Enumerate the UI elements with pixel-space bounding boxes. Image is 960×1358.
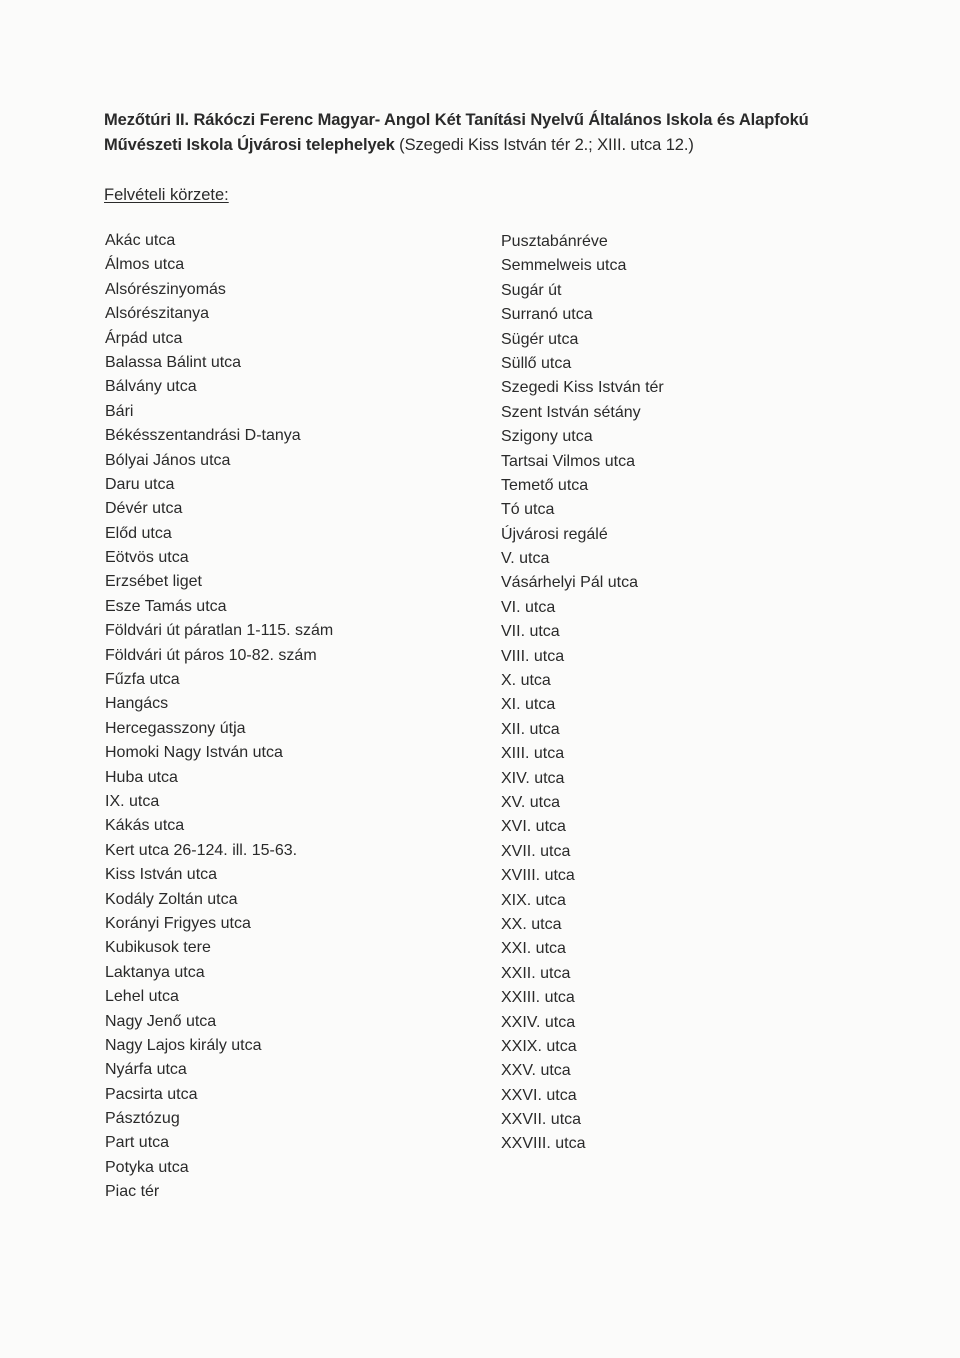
street-item: XXVIII. utca <box>501 1135 586 1153</box>
street-item: XII. utca <box>501 720 560 738</box>
street-item: XXII. utca <box>501 964 571 982</box>
street-item: XXIX. utca <box>501 1037 577 1055</box>
street-item: XIV. utca <box>501 769 565 787</box>
street-item: Süllő utca <box>501 354 572 372</box>
street-item: Bári <box>105 402 134 420</box>
street-item: Laktanya utca <box>105 963 205 981</box>
street-item: VII. utca <box>501 623 560 641</box>
street-item: Erzsébet liget <box>105 573 202 591</box>
document-header <box>104 108 864 157</box>
school-address: (Szegedi Kiss István tér 2.; XIII. utca 12.) <box>394 135 694 154</box>
street-item: Kiss István utca <box>105 866 218 884</box>
street-item: Akác utca <box>105 232 176 249</box>
street-item: XXVI. utca <box>501 1086 577 1104</box>
street-item: XI. utca <box>501 696 556 714</box>
street-item: XVI. utca <box>501 818 566 836</box>
street-item: Piac tér <box>105 1183 160 1201</box>
street-item: Tartsai Vilmos utca <box>501 452 635 470</box>
street-item: XIX. utca <box>501 891 566 909</box>
street-item: XIII. utca <box>501 745 565 763</box>
street-item: Szegedi Kiss István tér <box>501 379 664 397</box>
street-item: XXV. utca <box>501 1062 571 1080</box>
street-item: Kubikusok tere <box>105 939 211 957</box>
street-item: Szent István sétány <box>501 403 641 421</box>
street-item: XXVII. utca <box>501 1111 582 1129</box>
street-item: Potyka utca <box>105 1158 189 1176</box>
street-item: Pacsirta utca <box>105 1085 198 1103</box>
street-item: Hercegasszony útja <box>105 719 246 737</box>
street-item: Eötvös utca <box>105 549 189 567</box>
street-item: Surranó utca <box>501 306 593 324</box>
street-item: X. utca <box>501 672 551 690</box>
street-item: Esze Tamás utca <box>105 597 227 615</box>
street-item: Alsórészitanya <box>105 305 210 323</box>
street-item: Bólyai János utca <box>105 451 231 469</box>
street-item: XXIII. utca <box>501 989 575 1007</box>
street-item: Nagy Jenő utca <box>105 1012 217 1030</box>
street-item: Pásztózug <box>105 1110 180 1128</box>
street-item: Előd utca <box>105 524 172 542</box>
street-item: XX. utca <box>501 915 562 933</box>
street-item: Daru utca <box>105 475 175 493</box>
street-item: Semmelweis utca <box>501 257 627 275</box>
street-item: XXI. utca <box>501 940 566 958</box>
street-item: Vásárhelyi Pál utca <box>501 574 638 592</box>
school-name: Mezőtúri II. Rákóczi Ferenc Magyar- Angol Két Tanítási Nyelvű Általános Iskola és Alapfokú Művészeti Iskola Újvárosi telephelyek <box>104 111 809 154</box>
street-item: Békésszentandrási D-tanya <box>105 427 301 445</box>
street-item: Nyárfa utca <box>105 1061 187 1079</box>
street-item: Tó utca <box>501 501 555 519</box>
street-item: Sugár út <box>501 281 562 299</box>
street-item: Pusztabánréve <box>501 233 608 250</box>
street-item: Part utca <box>105 1134 170 1152</box>
street-item: Korányi Frigyes utca <box>105 914 251 932</box>
street-item: Álmos utca <box>105 256 185 274</box>
street-item: Nagy Lajos király utca <box>105 1036 262 1054</box>
street-item: XVIII. utca <box>501 867 575 885</box>
street-item: Fűzfa utca <box>105 671 180 689</box>
street-item: Kákás utca <box>105 817 185 835</box>
street-item: Kert utca 26-124. ill. 15-63. <box>105 841 298 859</box>
street-item: Balassa Bálint utca <box>105 353 242 371</box>
street-item: Újvárosi regálé <box>501 525 608 543</box>
street-item: Sügér utca <box>501 330 579 348</box>
street-item: V. utca <box>501 550 550 568</box>
street-item: XXIV. utca <box>501 1013 576 1031</box>
street-item: Árpád utca <box>105 329 183 347</box>
street-list-right <box>501 230 664 1157</box>
street-item: IX. utca <box>105 792 160 810</box>
street-item: Huba utca <box>105 768 178 786</box>
street-item: Szigony utca <box>501 428 593 446</box>
street-item: Bálvány utca <box>105 378 197 396</box>
street-item: VI. utca <box>501 598 556 616</box>
street-item: Kodály Zoltán utca <box>105 890 238 908</box>
street-item: XVII. utca <box>501 842 571 860</box>
street-item: Homoki Nagy István utca <box>105 744 283 762</box>
street-list-left <box>105 229 333 1205</box>
street-item: Lehel utca <box>105 988 179 1006</box>
street-item: Földvári út páratlan 1-115. szám <box>105 622 334 640</box>
section-label: Felvételi körzete: <box>104 186 229 204</box>
street-item: Hangács <box>105 695 169 713</box>
street-item: Alsórészinyomás <box>105 280 226 298</box>
street-item: XV. utca <box>501 793 561 811</box>
street-item: Temető utca <box>501 476 589 494</box>
street-item: VIII. utca <box>501 647 565 665</box>
street-item: Dévér utca <box>105 500 183 518</box>
street-item: Földvári út páros 10-82. szám <box>105 646 317 664</box>
